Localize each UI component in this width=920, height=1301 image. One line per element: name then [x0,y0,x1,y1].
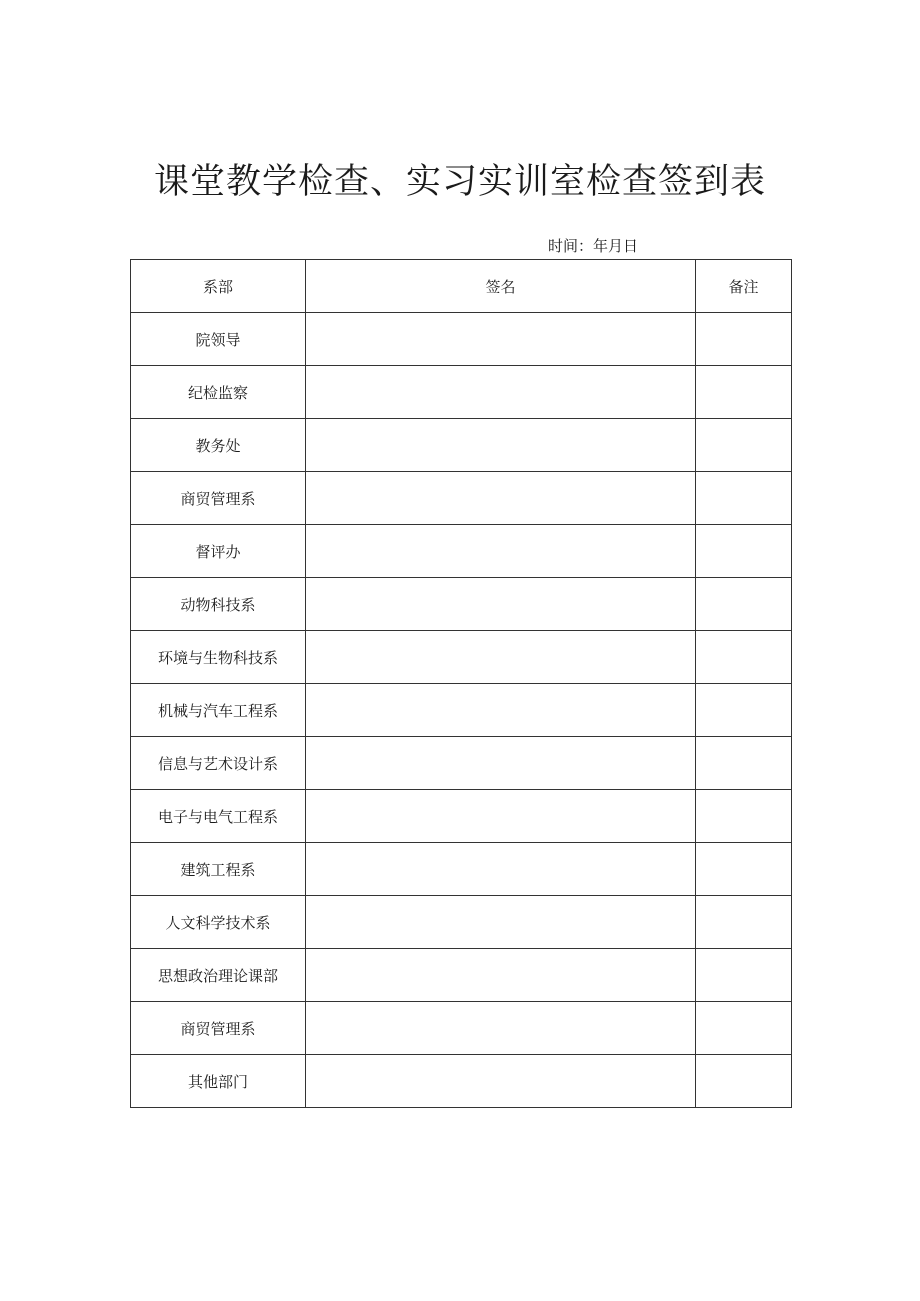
signature-cell[interactable] [306,896,696,949]
table-header-row [131,260,792,313]
department-cell: 电子与电气工程系 [131,790,306,843]
table-row [131,472,792,525]
signature-cell[interactable] [306,419,696,472]
header-department: 系部 [131,260,306,313]
department-cell: 信息与艺术设计系 [131,737,306,790]
remarks-cell[interactable] [696,631,792,684]
signature-cell[interactable] [306,578,696,631]
signature-cell[interactable] [306,631,696,684]
remarks-cell[interactable] [696,578,792,631]
table-row [131,631,792,684]
date-label: 时间：年月日 [548,237,639,255]
remarks-cell[interactable] [696,525,792,578]
remarks-cell[interactable] [696,949,792,1002]
header-remarks: 备注 [696,260,792,313]
remarks-cell[interactable] [696,419,792,472]
remarks-cell[interactable] [696,896,792,949]
remarks-cell[interactable] [696,1055,792,1108]
sign-in-table [130,259,792,1108]
table-row [131,366,792,419]
department-cell: 院领导 [131,313,306,366]
remarks-cell[interactable] [696,366,792,419]
remarks-cell[interactable] [696,684,792,737]
signature-cell[interactable] [306,1055,696,1108]
table-row [131,419,792,472]
department-cell: 督评办 [131,525,306,578]
table-row [131,737,792,790]
signature-cell[interactable] [306,684,696,737]
remarks-cell[interactable] [696,472,792,525]
table-row [131,1055,792,1108]
department-cell: 环境与生物科技系 [131,631,306,684]
table-row [131,949,792,1002]
department-cell: 教务处 [131,419,306,472]
department-cell: 纪检监察 [131,366,306,419]
department-cell: 商贸管理系 [131,472,306,525]
table-row [131,525,792,578]
page-title: 课堂教学检查、实习实训室检查签到表 [153,162,766,202]
table-row [131,1002,792,1055]
signature-cell[interactable] [306,790,696,843]
signature-cell[interactable] [306,843,696,896]
table-row [131,790,792,843]
signature-cell[interactable] [306,472,696,525]
remarks-cell[interactable] [696,843,792,896]
signature-cell[interactable] [306,1002,696,1055]
table-row [131,578,792,631]
department-cell: 商贸管理系 [131,1002,306,1055]
table-row [131,843,792,896]
department-cell: 动物科技系 [131,578,306,631]
department-cell: 思想政治理论课部 [131,949,306,1002]
remarks-cell[interactable] [696,790,792,843]
remarks-cell[interactable] [696,737,792,790]
department-cell: 建筑工程系 [131,843,306,896]
signature-cell[interactable] [306,366,696,419]
header-signature: 签名 [306,260,696,313]
remarks-cell[interactable] [696,313,792,366]
signature-cell[interactable] [306,525,696,578]
signature-cell[interactable] [306,949,696,1002]
remarks-cell[interactable] [696,1002,792,1055]
department-cell: 机械与汽车工程系 [131,684,306,737]
department-cell: 其他部门 [131,1055,306,1108]
table-row [131,896,792,949]
table-row [131,313,792,366]
table-row [131,684,792,737]
department-cell: 人文科学技术系 [131,896,306,949]
signature-cell[interactable] [306,737,696,790]
signature-cell[interactable] [306,313,696,366]
